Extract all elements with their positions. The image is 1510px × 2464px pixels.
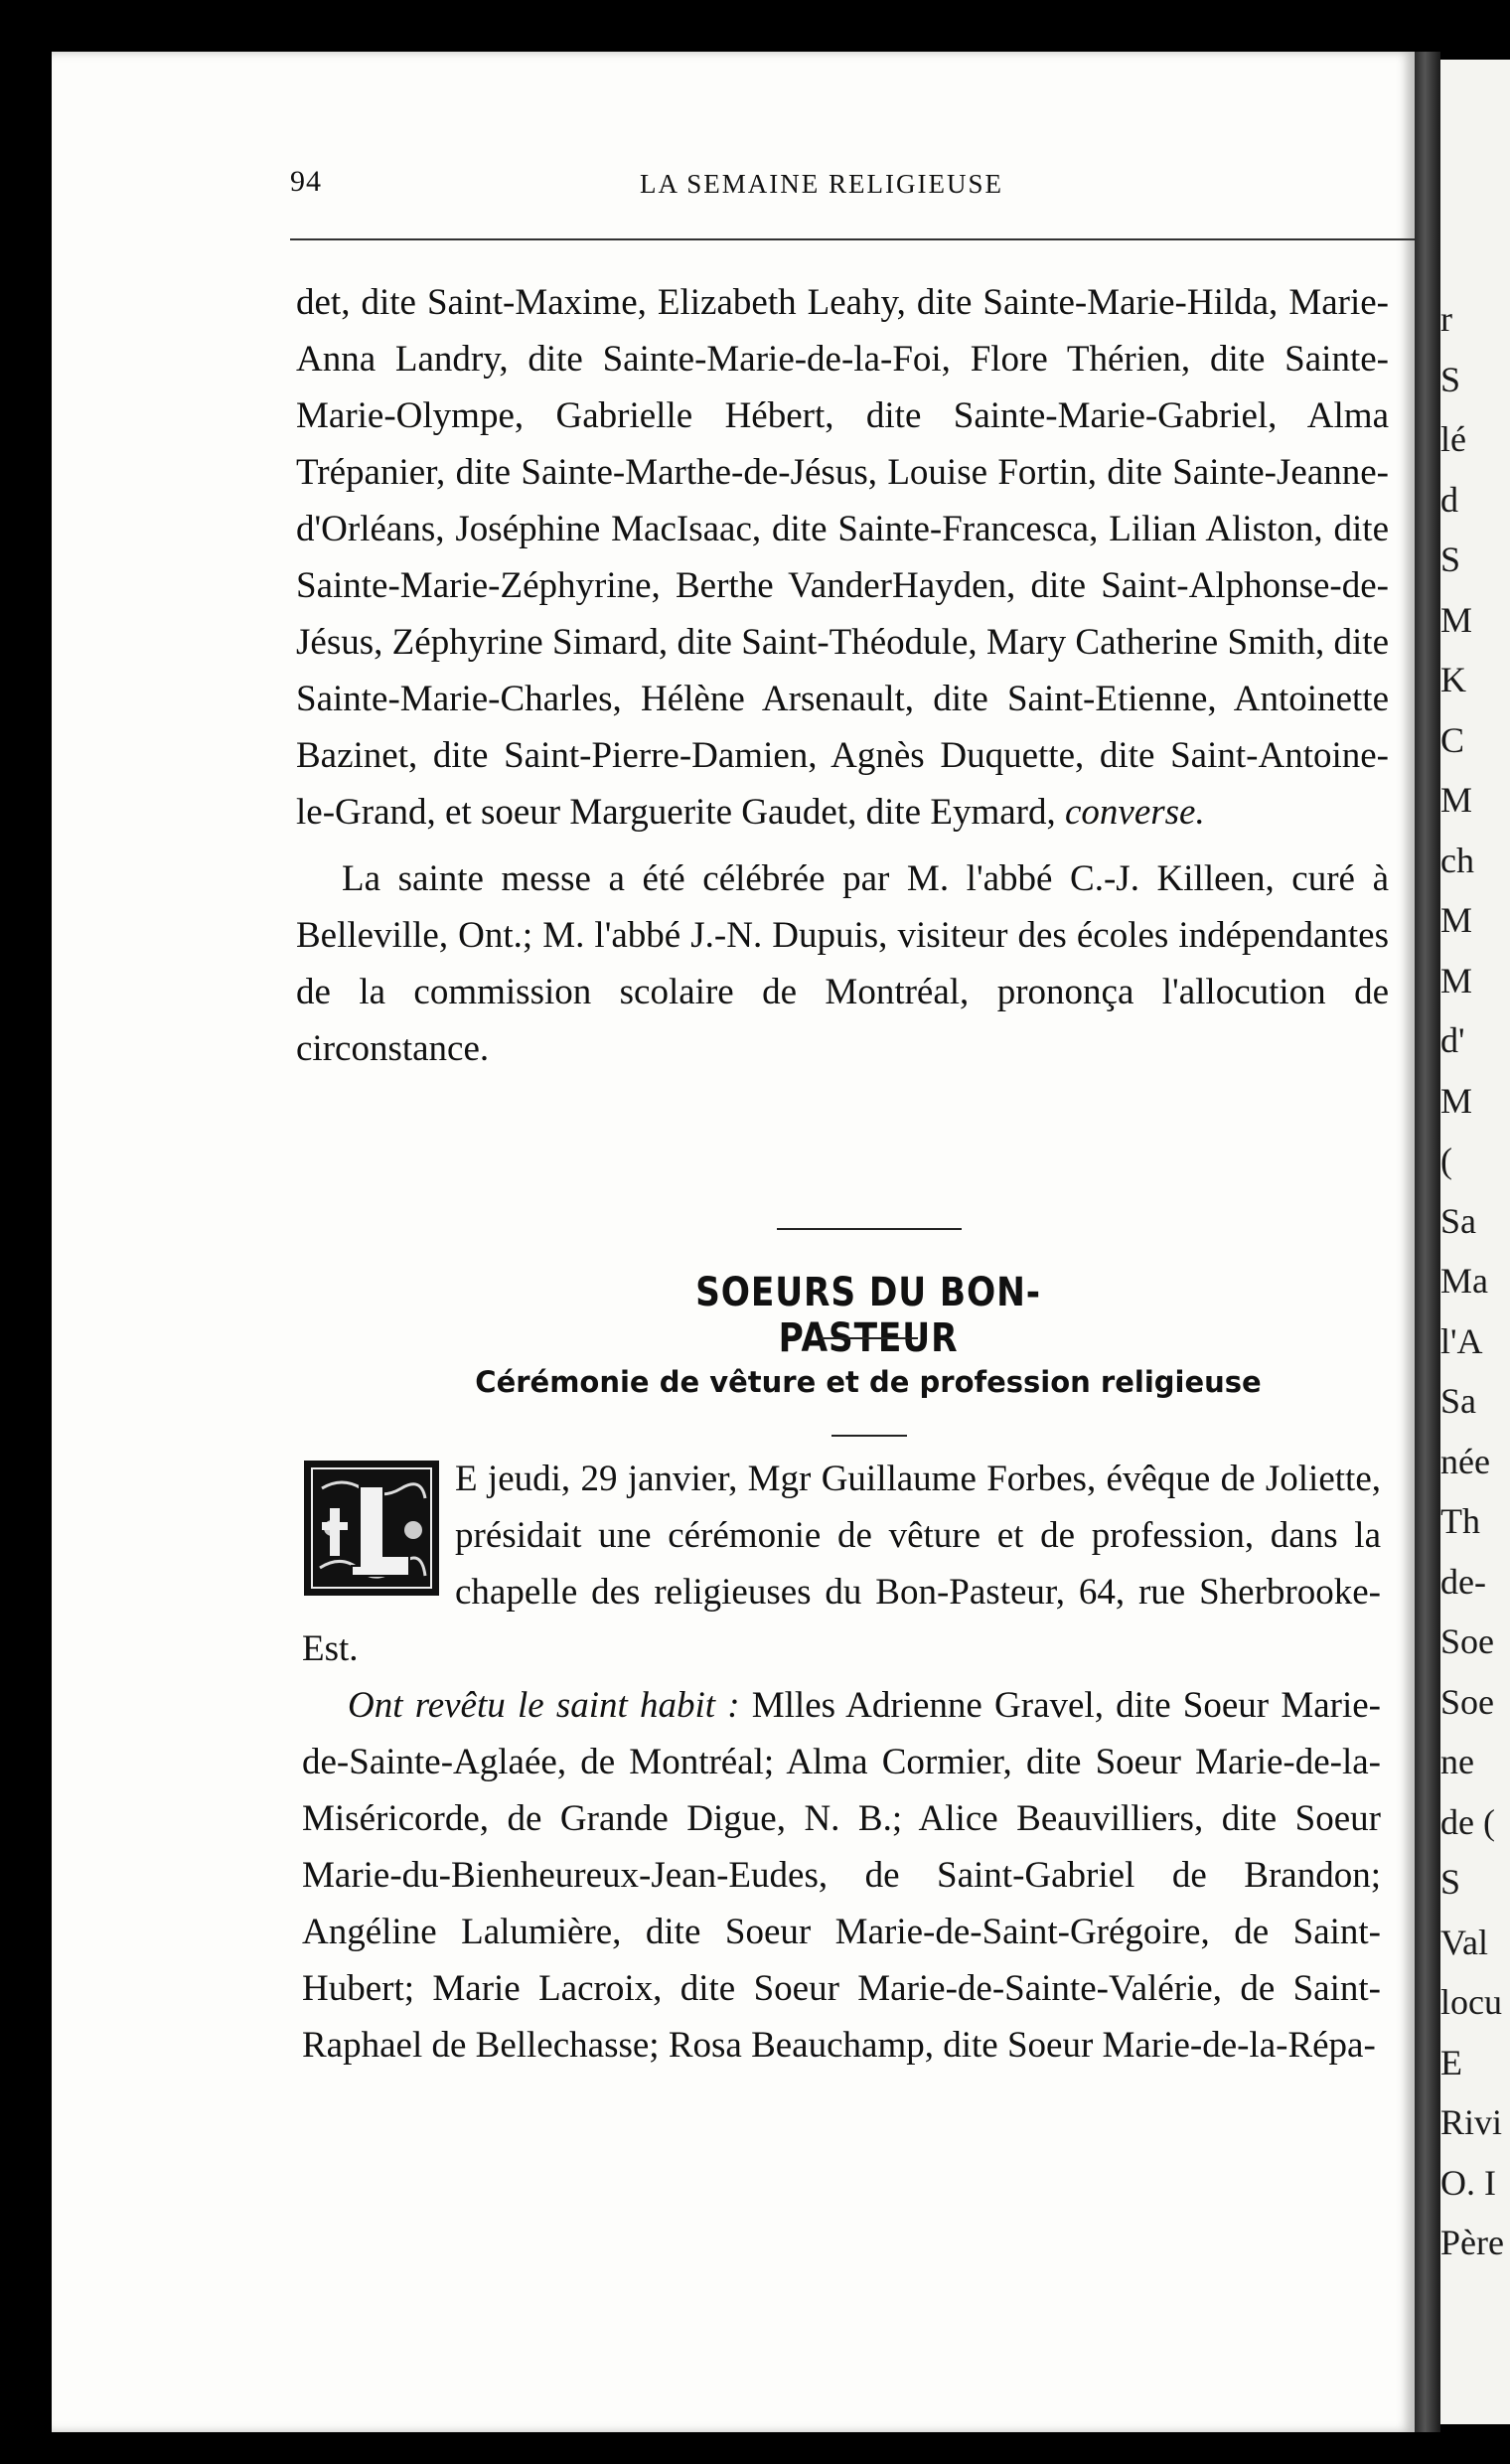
facing-page-fragment: C — [1440, 719, 1465, 760]
facing-page-fragment: Ma — [1440, 1261, 1488, 1301]
facing-page-fragment: S — [1440, 1862, 1461, 1902]
facing-page-fragment: ch — [1440, 840, 1474, 880]
facing-page-fragment: S — [1440, 539, 1461, 579]
facing-page-fragment: Val — [1440, 1922, 1488, 1962]
facing-page-fragment: locu — [1440, 1982, 1502, 2022]
facing-page-edge — [1440, 60, 1510, 2424]
facing-page-fragment: r — [1440, 299, 1452, 339]
vesture-paragraph — [302, 1677, 1381, 2074]
vesture-lead-italic: Ont revêtu le saint habit : — [348, 1685, 740, 1726]
facing-page-fragment: M — [1440, 780, 1473, 820]
facing-page-fragment: Sa — [1440, 1381, 1476, 1421]
facing-page-fragment: d' — [1440, 1020, 1465, 1060]
section-subtitle: Cérémonie de vêture et de profession religieuse — [475, 1365, 1262, 1399]
facing-page-fragment: Père — [1440, 2223, 1504, 2262]
page-header — [242, 159, 1401, 209]
facing-page-fragment: M — [1440, 599, 1473, 640]
header-rule — [290, 238, 1474, 240]
facing-page-fragment: O. I — [1440, 2162, 1496, 2203]
facing-page-fragment: Th — [1440, 1501, 1480, 1541]
facing-page-fragment: M — [1440, 1080, 1473, 1121]
facing-page-fragment: Sa — [1440, 1200, 1476, 1241]
book-gutter — [1415, 52, 1440, 2432]
page-content — [242, 159, 1401, 2066]
continued-paragraph-italic: converse. — [1064, 792, 1205, 833]
facing-page-fragment: née — [1440, 1441, 1490, 1481]
section-separator-rule — [777, 1228, 962, 1230]
facing-page-fragment: M — [1440, 900, 1473, 940]
facing-page-fragment: de- — [1440, 1561, 1486, 1602]
ornamental-dropcap-icon — [302, 1459, 441, 1598]
section-body — [302, 1451, 1381, 2074]
continued-text — [296, 274, 1389, 1077]
section-title: SOEURS DU BON-PASTEUR — [695, 1270, 1041, 1361]
facing-page-fragment: M — [1440, 960, 1473, 1001]
continued-paragraph-text: det, dite Saint-Maxime, Elizabeth Leahy, dite Sainte-Marie-Hilda, Marie-Anna Landry, dite Sainte-Marie-de-la-Foi, Flore Thérien, dite Sainte-Marie-Olympe, Gabrielle Hébert, dite Sainte-Marie-Gabriel, Alma Trépanier, dite Sainte-Marthe-de-Jésus, Louise Fortin, dite Sainte-Jeanne-d'Orléans, Joséphine MacIsaac, dite Sainte-Francesca, Lilian Aliston, dite Sainte-Marie-Zéphyrine, Berthe VanderHayden, dite Saint-Alphonse-de-Jésus, Zéphyrine Simard, dite Saint-Théodule, Mary Catherine Smith, dite Sainte-Marie-Charles, Hélène Arsenault, dite Saint-Etienne, Antoinette Bazinet, dite Saint-Pierre-Damien, Agnès Duquette, dite Saint-Antoine-le-Grand, et soeur Marguerite Gaudet, dite Eymard, — [296, 282, 1389, 833]
page-number: 94 — [290, 165, 322, 198]
facing-page-fragment: lé — [1440, 419, 1466, 459]
facing-page-fragment: Soe — [1440, 1681, 1494, 1722]
continued-paragraph — [296, 274, 1389, 841]
mass-paragraph: La sainte messe a été célébrée par M. l'abbé C.-J. Killeen, curé à Belleville, Ont.; M. l'abbé J.-N. Dupuis, visiteur des écoles indépendantes de la commission scolaire de Montréal, prononça l'allocution de circonstance. — [296, 858, 1389, 1069]
facing-page-fragment: Rivi — [1440, 2102, 1503, 2142]
facing-page-fragment: S — [1440, 359, 1461, 399]
facing-page-fragment: E — [1440, 2042, 1462, 2082]
facing-page-fragment: K — [1440, 660, 1466, 699]
facing-page-fragment: ( — [1440, 1141, 1452, 1180]
facing-page-fragment: ne — [1440, 1742, 1474, 1781]
facing-page-fragment: Soe — [1440, 1621, 1494, 1661]
title-underline-rule — [821, 1337, 918, 1339]
subtitle-rule — [831, 1435, 907, 1437]
document-page — [52, 52, 1415, 2432]
facing-page-fragment: d — [1440, 479, 1458, 520]
facing-page-fragment: de ( — [1440, 1801, 1495, 1842]
vesture-paragraph-text: Mlles Adrienne Gravel, dite Soeur Marie-de-Sainte-Aglaée, de Montréal; Alma Cormier, dite Soeur Marie-de-la-Miséricorde, de Grande Digue, N. B.; Alice Beauvilliers, dite Soeur Marie-du-Bienheureux-Jean-Eudes, de Saint-Gabriel de Brandon; Angéline Lalumière, dite Soeur Marie-de-Saint-Grégoire, de Saint-Hubert; Marie Lacroix, dite Soeur Marie-de-Sainte-Valérie, de Saint-Raphael de Bellechasse; Rosa Beauchamp, dite Soeur Marie-de-la-Répa- — [302, 1685, 1381, 2066]
facing-page-fragment: l'A — [1440, 1320, 1483, 1361]
running-head: LA SEMAINE RELIGIEUSE — [640, 169, 1003, 199]
ceremony-paragraph: E jeudi, 29 janvier, Mgr Guillaume Forbes, évêque de Joliette, présidait une cérémonie de vêture et de profession, dans la chapelle des religieuses du Bon-Pasteur, 64, rue Sherbrooke-Est. — [302, 1459, 1381, 1669]
